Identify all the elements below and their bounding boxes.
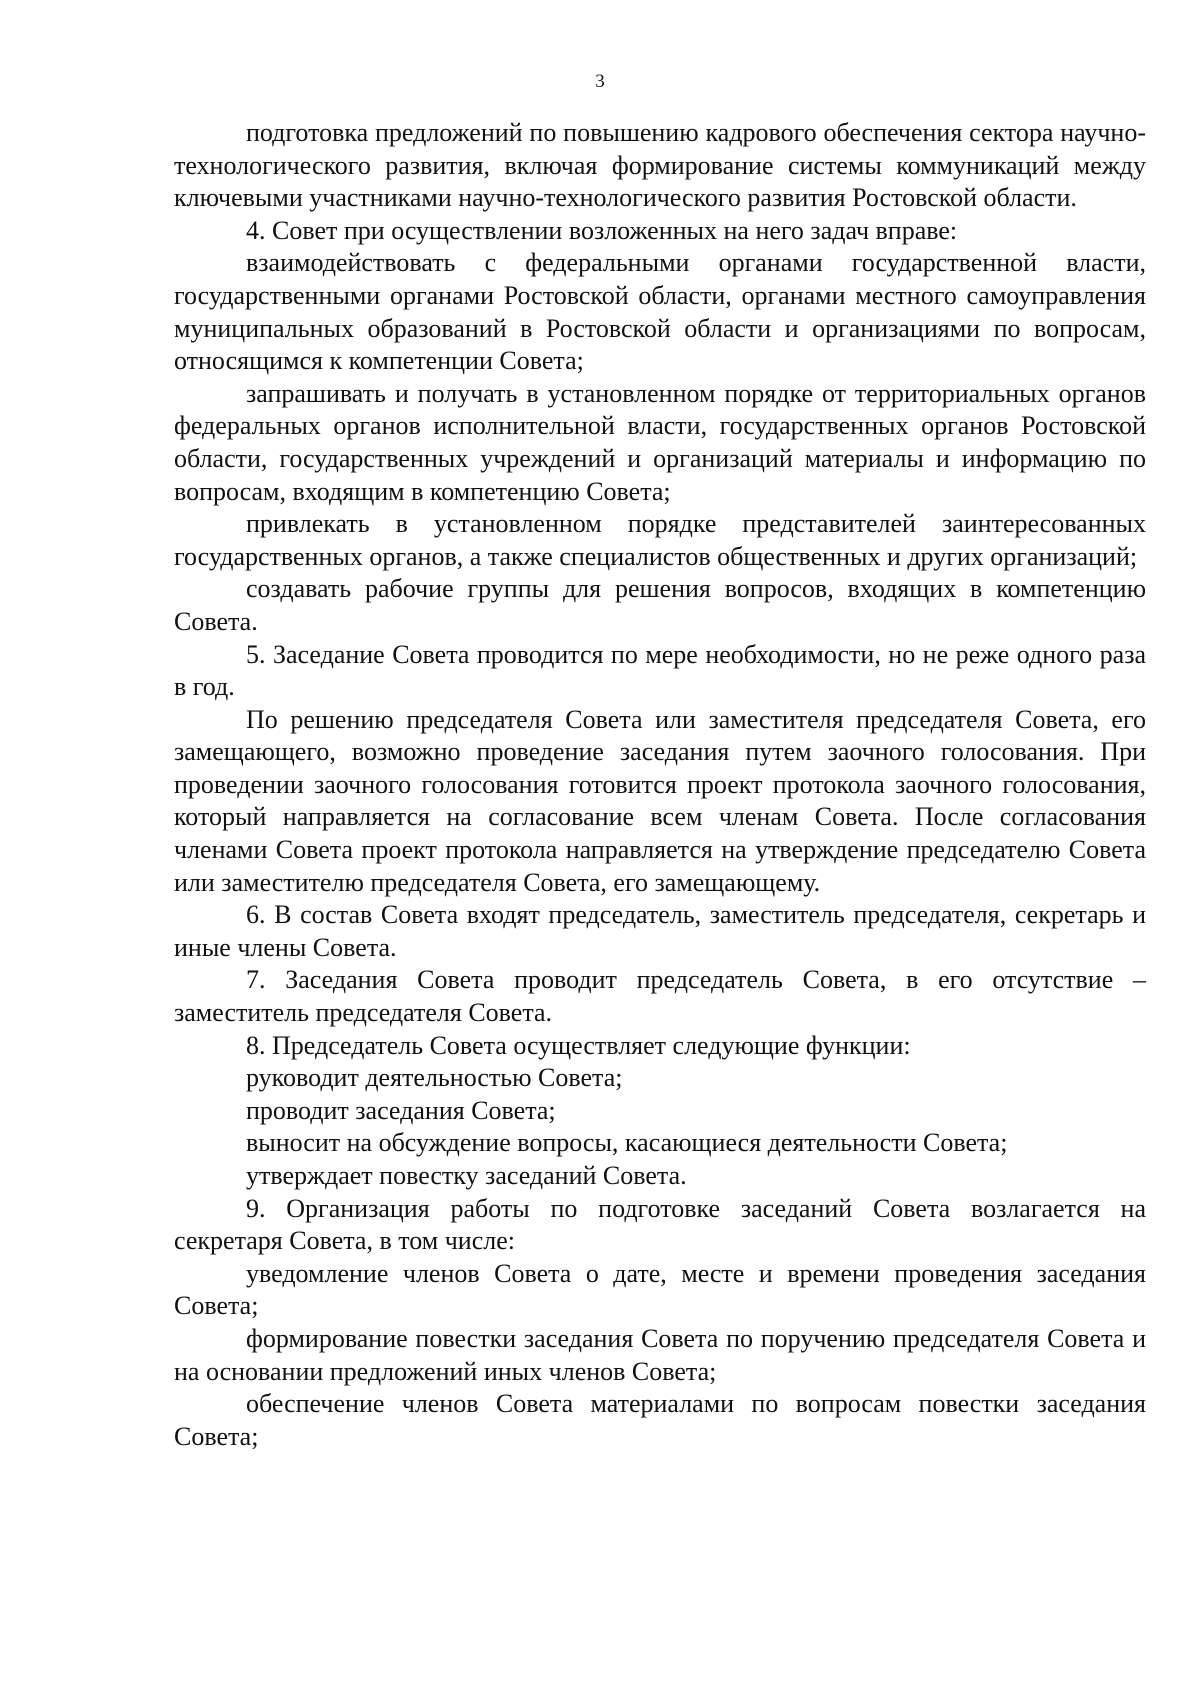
paragraph: привлекать в установленном порядке представителей заинтересованных государственных органов, а также специалистов общественных и других организаций; xyxy=(174,509,1146,571)
document-body xyxy=(174,117,1146,1453)
paragraph: формирование повестки заседания Совета по поручению председателя Совета и на основании предложений иных членов Совета; xyxy=(174,1323,1146,1386)
paragraph: создавать рабочие группы для решения вопросов, входящих в компетенцию Совета. xyxy=(174,574,1146,636)
paragraph: уведомление членов Совета о дате, месте и времени проведения заседания Совета; xyxy=(174,1258,1146,1321)
paragraph: руководит деятельностью Совета; xyxy=(246,1063,623,1093)
paragraph: 8. Председатель Совета осуществляет следующие функции: xyxy=(246,1030,911,1060)
paragraph: выносит на обсуждение вопросы, касающиеся деятельности Совета; xyxy=(246,1128,1008,1158)
paragraph: 4. Совет при осуществлении возложенных на него задач вправе: xyxy=(246,215,958,245)
paragraph: запрашивать и получать в установленном порядке от территориальных органов федеральных органов исполнительной власти, государственных органов Ростовской области, государственных учреждений и организаций материалы и информацию по вопросам, входящим в компетенцию Совета; xyxy=(174,378,1146,506)
paragraph: 5. Заседание Совета проводится по мере необходимости, но не реже одного раза в год. xyxy=(174,639,1146,702)
paragraph: обеспечение членов Совета материалами по вопросам повестки заседания Совета; xyxy=(174,1389,1146,1451)
paragraph: утверждает повестку заседаний Совета. xyxy=(246,1161,687,1190)
paragraph: По решению председателя Совета или заместителя председателя Совета, его замещающего, возможно проведение заседания путем заочного голосования. При проведении заочного голосования готовится проект протокола заочного голосования, который направляется на согласование всем членам Совета. После согласования членами Совета проект протокола направляется на утверждение председателю Совета или заместителю председателя Совета, его замещающему. xyxy=(174,704,1146,897)
paragraph: 7. Заседания Совета проводит председатель Совета, в его отсутствие – заместитель председателя Совета. xyxy=(174,965,1146,1028)
paragraph: 6. В состав Совета входят председатель, заместитель председателя, секретарь и иные члены Совета. xyxy=(174,900,1146,962)
paragraph: подготовка предложений по повышению кадрового обеспечения сектора научно-технологического развития, включая формирование системы коммуникаций между ключевыми участниками научно-технологического развития Ростовской области. xyxy=(174,118,1146,213)
paragraph: проводит заседания Совета; xyxy=(246,1095,556,1125)
paragraph: 9. Организация работы по подготовке заседаний Совета возлагается на секретаря Совета, в том числе: xyxy=(174,1193,1146,1256)
page-number: 3 xyxy=(595,71,605,92)
paragraph: взаимодействовать с федеральными органами государственной власти, государственными органами Ростовской области, органами местного самоуправления муниципальных образований в Ростовской области и организациями по вопросам, относящимся к компетенции Совета; xyxy=(174,248,1146,376)
